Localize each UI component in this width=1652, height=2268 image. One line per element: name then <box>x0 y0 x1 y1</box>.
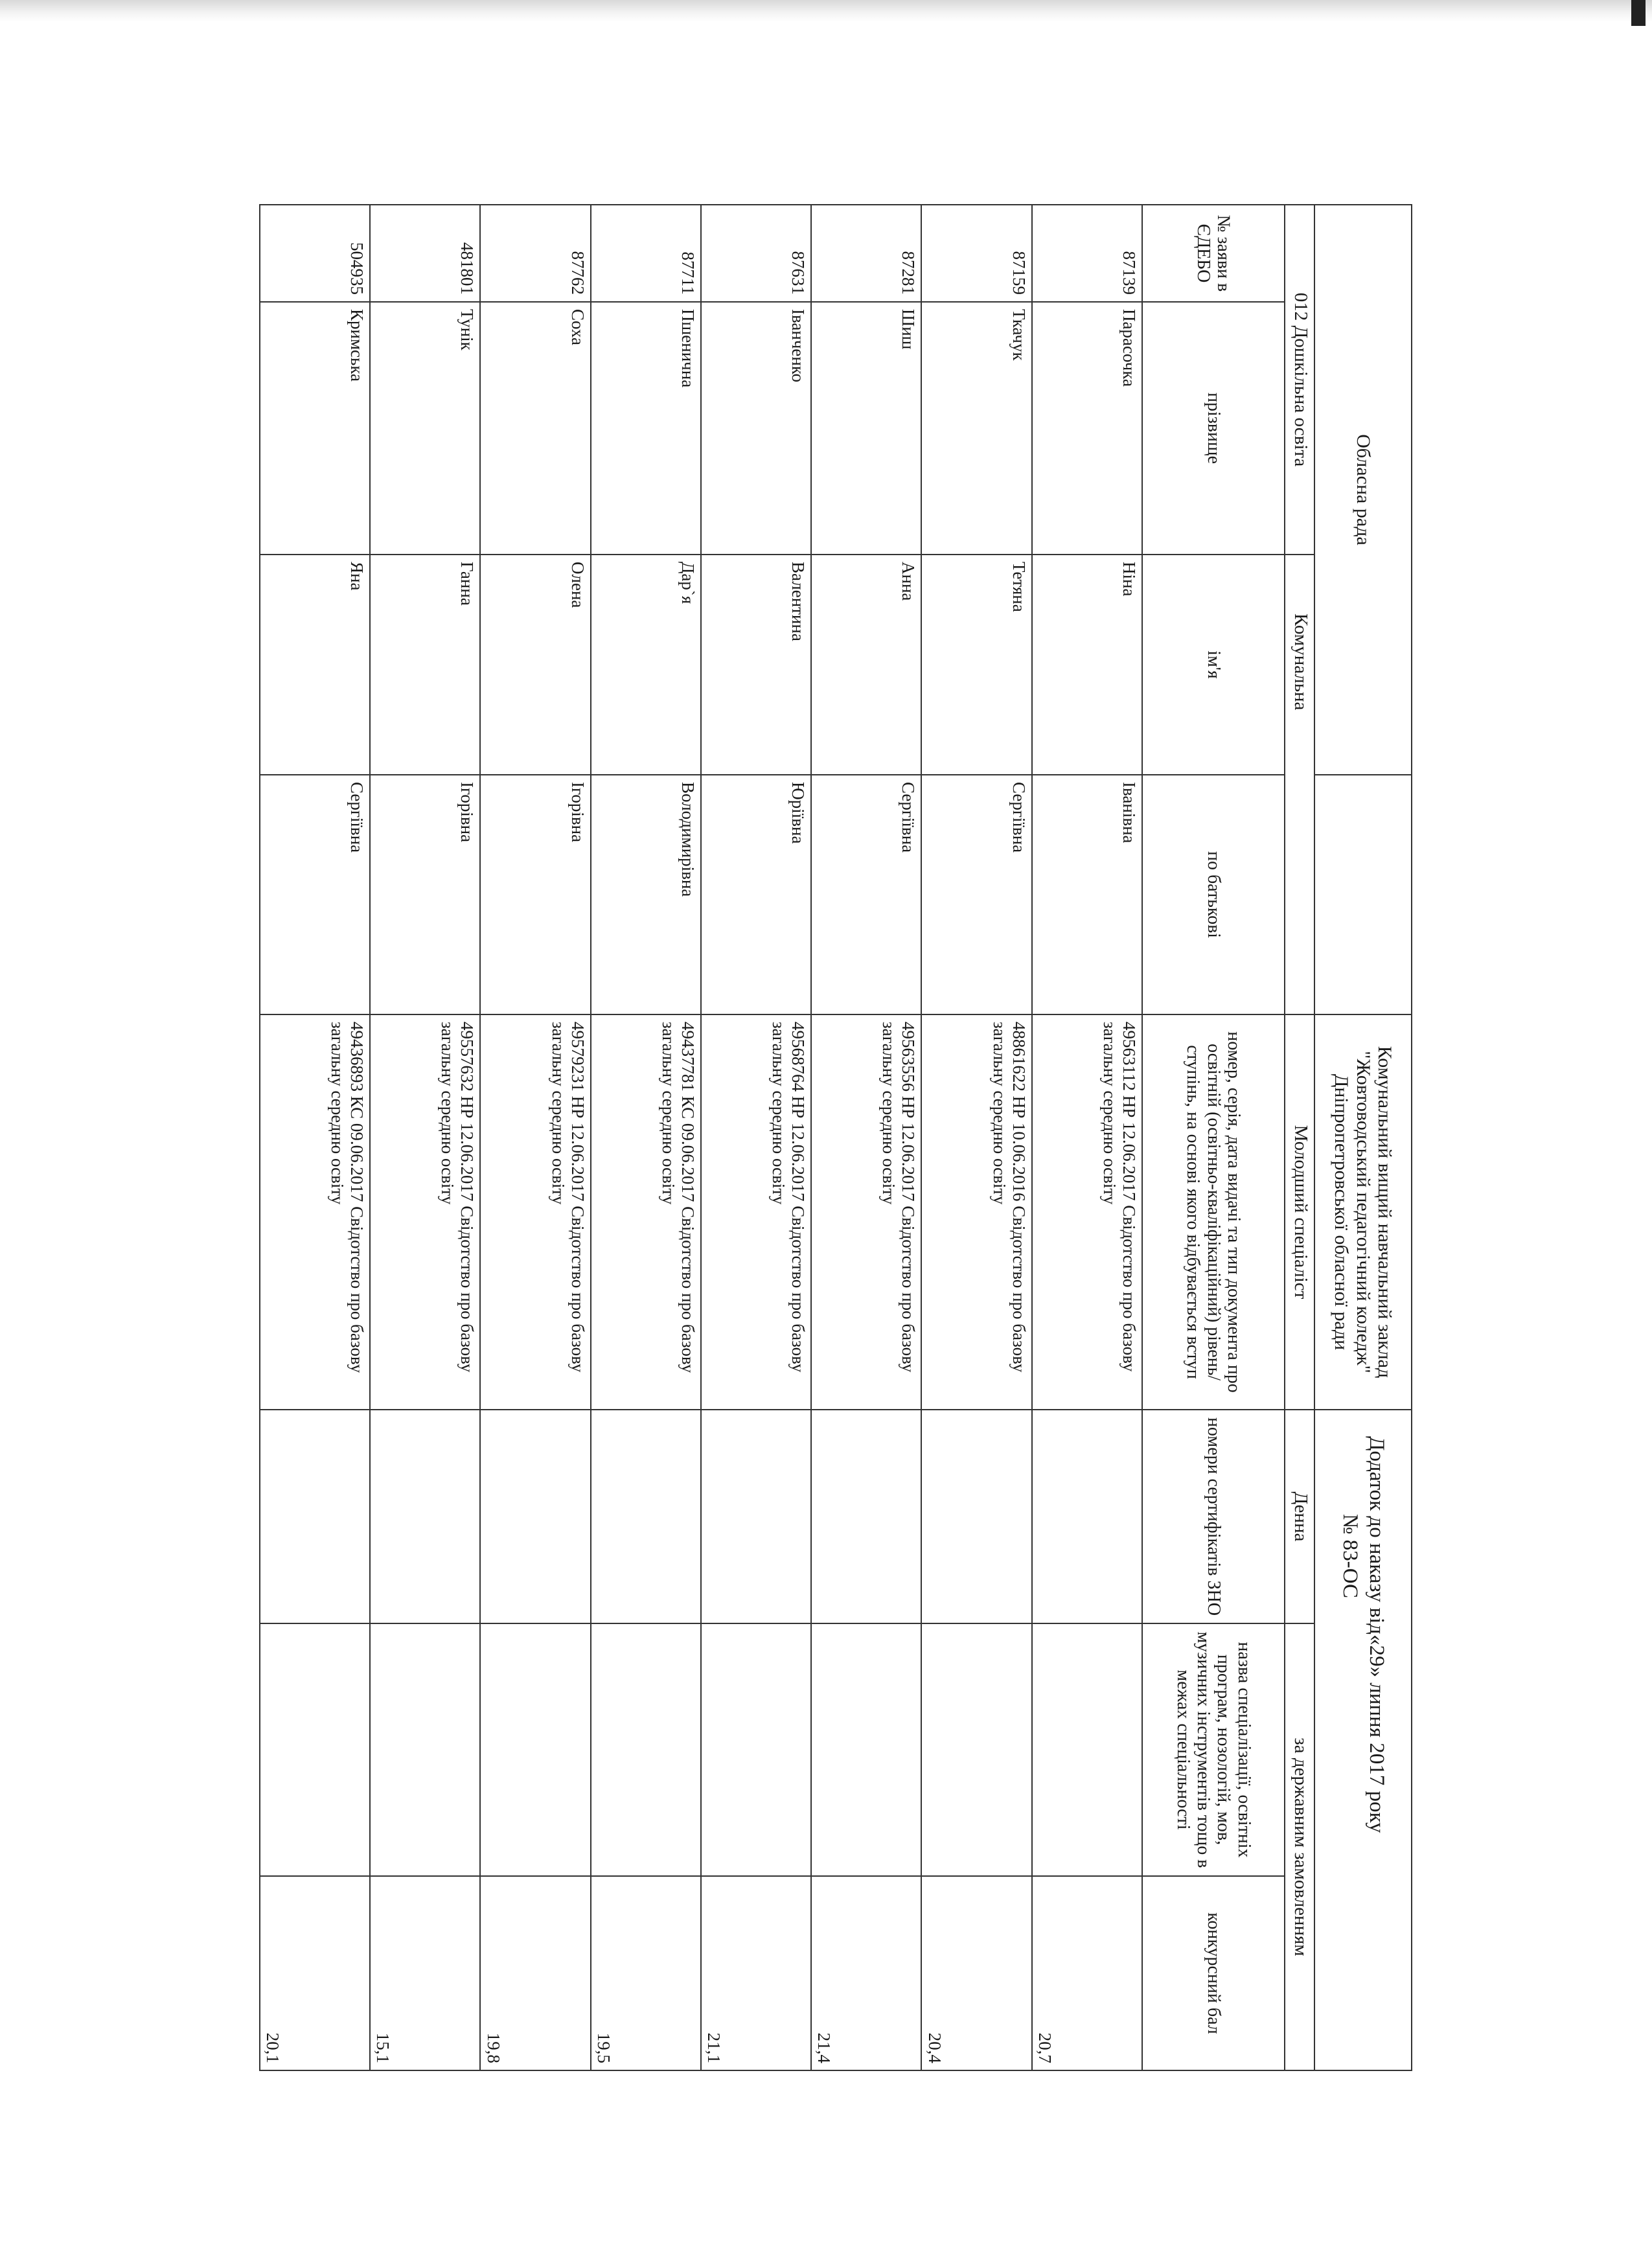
surname: Парасочка <box>1032 302 1142 555</box>
specialization <box>701 1623 811 1876</box>
institution-cell: Комунальний вищий навчальний заклад "Жовтоводський педагогічний коледж" Дніпропетровської обласної ради <box>1314 1014 1412 1410</box>
app-no: 87631 <box>701 205 811 302</box>
study-form-cell: Денна <box>1285 1410 1314 1623</box>
header-row <box>1314 205 1412 2070</box>
document: 49579231 НР 12.06.2017 Свідотство про базову загальну середню освіту <box>481 1014 591 1410</box>
surname: Соха <box>481 302 591 555</box>
document: 49437781 КС 09.06.2017 Свідотство про базову загальну середню освіту <box>591 1014 701 1410</box>
scan-mark <box>1631 0 1646 26</box>
col-patronymic: по батькові <box>1142 775 1285 1014</box>
specialization <box>1032 1623 1142 1876</box>
col-score: конкурсний бал <box>1142 1876 1285 2070</box>
score: 19,8 <box>481 1876 591 2070</box>
zno <box>1032 1410 1142 1623</box>
patronymic: Сергіївна <box>922 775 1032 1014</box>
specialization <box>922 1623 1032 1876</box>
app-no: 504935 <box>260 205 370 302</box>
surname: Шиш <box>811 302 921 555</box>
zno <box>481 1410 591 1623</box>
first-name: Ніна <box>1032 555 1142 775</box>
table-row <box>591 205 701 2070</box>
patronymic: Ігорівна <box>370 775 480 1014</box>
score: 20,7 <box>1032 1876 1142 2070</box>
first-name: Ганна <box>370 555 480 775</box>
table-row <box>922 205 1032 2070</box>
app-no: 87762 <box>481 205 591 302</box>
zno <box>370 1410 480 1623</box>
program-row <box>1285 205 1314 2070</box>
addendum-cell <box>1314 1410 1412 2070</box>
col-document: номер, серія, дата видачі та тип документа про освітній (освітньо-кваліфікаційний) рівень/ступінь, на основі якого відбувається вступ <box>1142 1014 1285 1410</box>
specialization <box>811 1623 921 1876</box>
zno <box>922 1410 1032 1623</box>
first-name: Тетяна <box>922 555 1032 775</box>
scan-edge <box>0 0 1652 22</box>
score: 15,1 <box>370 1876 480 2070</box>
document: 49436893 КС 09.06.2017 Свідотство про базову загальну середню освіту <box>260 1014 370 1410</box>
council-cell: Обласна рада <box>1314 205 1412 775</box>
specialization <box>591 1623 701 1876</box>
document: 49557632 НР 12.06.2017 Свідотство про базову загальну середню освіту <box>370 1014 480 1410</box>
first-name: Анна <box>811 555 921 775</box>
table-row <box>701 205 811 2070</box>
table-row <box>1032 205 1142 2070</box>
table-row <box>811 205 921 2070</box>
patronymic: Володимирівна <box>591 775 701 1014</box>
score: 21,4 <box>811 1876 921 2070</box>
score: 20,1 <box>260 1876 370 2070</box>
col-app-no: № заяви в ЄДЕБО <box>1142 205 1285 302</box>
patronymic: Іванівна <box>1032 775 1142 1014</box>
specialty-cell: 012 Дошкільна освіта <box>1285 205 1314 555</box>
first-name: Валентина <box>701 555 811 775</box>
patronymic: Сергіївна <box>811 775 921 1014</box>
col-zno: номери сертифікатів ЗНО <box>1142 1410 1285 1623</box>
document: 49568764 НР 12.06.2017 Свідотство про базову загальну середню освіту <box>701 1014 811 1410</box>
specialization <box>481 1623 591 1876</box>
patronymic: Ігорівна <box>481 775 591 1014</box>
table-row <box>481 205 591 2070</box>
column-header-row <box>1142 205 1285 2070</box>
specialization <box>260 1623 370 1876</box>
score: 19,5 <box>591 1876 701 2070</box>
patronymic: Юріївна <box>701 775 811 1014</box>
table-row <box>370 205 480 2070</box>
zno <box>811 1410 921 1623</box>
addendum-line2: № 83-ОС <box>1338 1514 1362 1598</box>
document: 49563112 НР 12.06.2017 Свідотство про базову загальну середню освіту <box>1032 1014 1142 1410</box>
document: 48861622 НР 10.06.2016 Свідотство про базову загальну середню освіту <box>922 1014 1032 1410</box>
ownership-spacer <box>1314 775 1412 1014</box>
ownership-cell: Комунальна <box>1285 555 1314 1014</box>
first-name: Дар`я <box>591 555 701 775</box>
app-no: 481801 <box>370 205 480 302</box>
first-name: Яна <box>260 555 370 775</box>
app-no: 87281 <box>811 205 921 302</box>
degree-cell: Молодший спеціаліст <box>1285 1014 1314 1410</box>
col-name: ім'я <box>1142 555 1285 775</box>
zno <box>591 1410 701 1623</box>
admission-table <box>259 204 1412 2071</box>
surname: Кримська <box>260 302 370 555</box>
col-surname: прізвище <box>1142 302 1285 555</box>
document: 49563556 НР 12.06.2017 Свідотство про базову загальну середню освіту <box>811 1014 921 1410</box>
surname: Пшенична <box>591 302 701 555</box>
zno <box>260 1410 370 1623</box>
score: 20,4 <box>922 1876 1032 2070</box>
specialization <box>370 1623 480 1876</box>
document-page <box>259 204 1412 2070</box>
addendum-line1: Додаток до наказу від«29» липня 2017 року <box>1365 1436 1389 1833</box>
funding-cell: за державним замовленням <box>1285 1623 1314 2070</box>
patronymic: Сергіївна <box>260 775 370 1014</box>
zno <box>701 1410 811 1623</box>
surname: Ткачук <box>922 302 1032 555</box>
first-name: Олена <box>481 555 591 775</box>
app-no: 87139 <box>1032 205 1142 302</box>
score: 21,1 <box>701 1876 811 2070</box>
app-no: 87711 <box>591 205 701 302</box>
surname: Іванченко <box>701 302 811 555</box>
rotated-content <box>259 204 1412 2070</box>
table-row <box>260 205 370 2070</box>
surname: Тунік <box>370 302 480 555</box>
app-no: 87159 <box>922 205 1032 302</box>
col-specialization: назва спеціалізації, освітніх програм, нозологій, мов, музичних інструментів тощо в межах спеціальності <box>1142 1623 1285 1876</box>
